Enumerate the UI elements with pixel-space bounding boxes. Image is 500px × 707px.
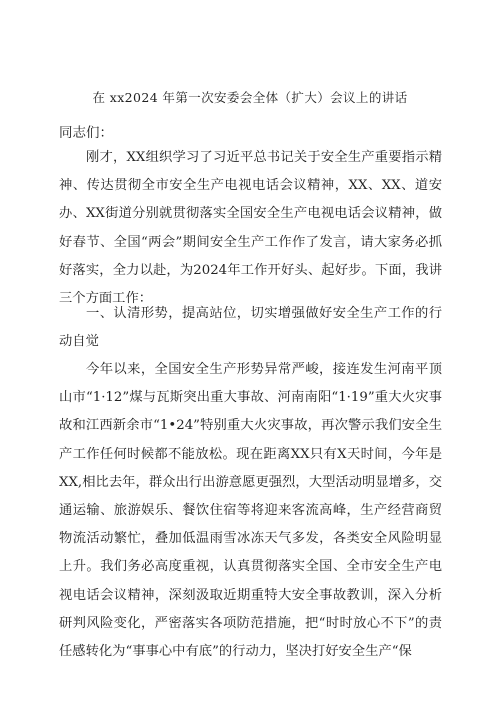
document-title: 在 xx2024 年第一次安委会全体（扩大）会议上的讲话 [92, 90, 408, 105]
paragraph-opening: 刚才，XX组织学习了习近平总书记关于安全生产重要指示精神、传达贯彻全市安全生产电视电话会议精神，XX、XX、道安办、XX街道分别就贯彻落实全国安全生产电视电话会议精神，做好春节、全国“两会”期间安全生产工作作了发言，请大家务必抓好落实，全力以赴，为2024年工作开好头、起好步。下面，我讲三个方面工作： [59, 150, 442, 307]
paragraph-situation: 今年以来，全国安全生产形势异常严峻，接连发生河南平顶山市“1·12”煤与瓦斯突出重大事故、河南南阳“1·19”重大火灾事故和江西新余市“1•24”特别重大火灾事故，再次警示我们安全生产工作任何时候都不能放松。现在距离XX只有X天时间，今年是XX,相比去年，群众出行出游意愿更强烈，大型活动明显增多，交通运输、旅游娱乐、餐饮住宿等将迎来客流高峰，生产经营商贸物流活动繁忙，叠加低温雨雪冰冻天气多发，各类安全风险明显上升。我们务必高度重视，认真贯彻落实全国、全市安全生产电视电话会议精神，深刻汲取近期重特大安全事故教训，深入分析研判风险变化，严密落实各项防范措施，把“时时放心不下”的责任感转化为“事事心中有底”的行动力，坚决打好安全生产“保 [59, 362, 442, 660]
section-heading-1: 一、认清形势，提高站位，切实增强做好安全生产工作的行动自觉 [59, 306, 442, 350]
salutation: 同志们： [59, 125, 113, 141]
